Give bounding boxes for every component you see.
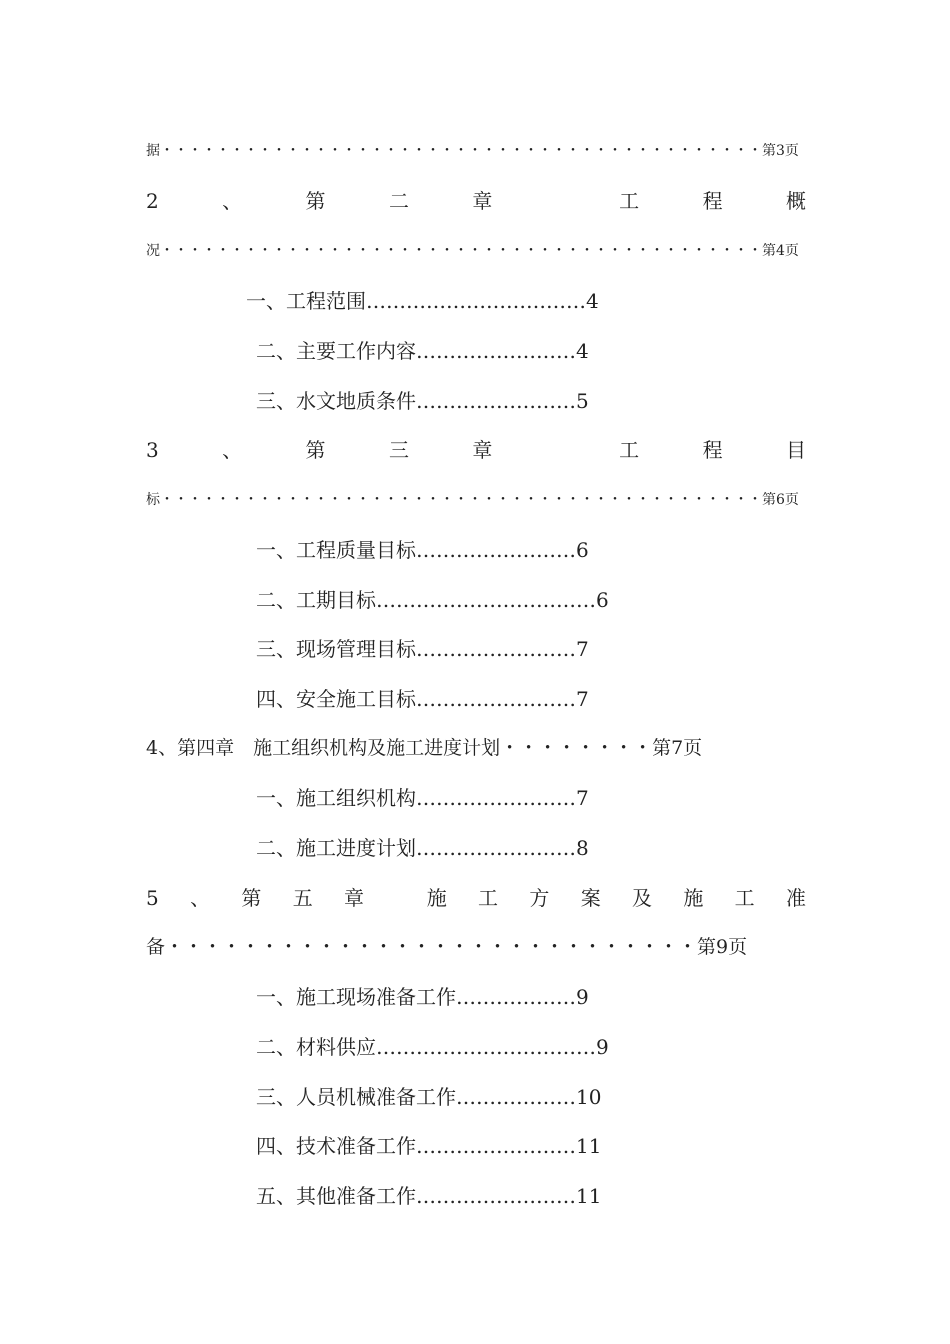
toc-word: 章 bbox=[472, 438, 493, 462]
toc-item[interactable]: 二、施工进度计划……………………8 bbox=[256, 836, 589, 860]
toc-word: 章 bbox=[472, 189, 493, 213]
toc-word: 程 bbox=[702, 189, 723, 213]
toc-item[interactable]: 五、其他准备工作……………………11 bbox=[256, 1184, 602, 1208]
toc-word: 第 bbox=[241, 886, 262, 910]
toc-item[interactable]: 一、工程范围……………………………4 bbox=[246, 289, 599, 313]
toc-word: 第 bbox=[305, 438, 326, 462]
toc-word: 工 bbox=[619, 438, 640, 462]
toc-word: 三 bbox=[388, 438, 409, 462]
toc-word: 工 bbox=[619, 189, 640, 213]
toc-item[interactable]: 一、工程质量目标……………………6 bbox=[256, 538, 589, 562]
toc-item[interactable]: 二、工期目标……………………………6 bbox=[256, 588, 609, 612]
toc-word: 、 bbox=[190, 886, 211, 910]
toc-line-ch1-cont: 据・・・・・・・・・・・・・・・・・・・・・・・・・・・・・・・・・・・・・・・・・・・第3页 bbox=[146, 143, 799, 159]
toc-line-ch3-heading bbox=[146, 433, 806, 467]
toc-word: 章 bbox=[344, 886, 365, 910]
toc-line-ch2-cont: 况・・・・・・・・・・・・・・・・・・・・・・・・・・・・・・・・・・・・・・・・・・・第4页 bbox=[146, 243, 799, 259]
toc-word: 工 bbox=[478, 886, 499, 910]
toc-line-ch4[interactable]: 4、第四章 施工组织机构及施工进度计划・・・・・・・・第7页 bbox=[146, 737, 703, 759]
toc-item[interactable]: 四、安全施工目标……………………7 bbox=[256, 687, 589, 711]
toc-word: 程 bbox=[702, 438, 723, 462]
toc-word: 及 bbox=[632, 886, 653, 910]
toc-word: 工 bbox=[734, 886, 755, 910]
toc-line-ch3-cont: 标・・・・・・・・・・・・・・・・・・・・・・・・・・・・・・・・・・・・・・・・・・・第6页 bbox=[146, 492, 799, 508]
toc-word: 5 bbox=[146, 886, 159, 910]
toc-item[interactable]: 三、人员机械准备工作………………10 bbox=[256, 1085, 602, 1109]
toc-item[interactable]: 四、技术准备工作……………………11 bbox=[256, 1134, 602, 1158]
toc-line-ch2-heading bbox=[146, 184, 806, 218]
toc-word: 案 bbox=[580, 886, 601, 910]
toc-word: 概 bbox=[785, 189, 806, 213]
toc-word: 施 bbox=[683, 886, 704, 910]
toc-line-ch5-cont: 备・・・・・・・・・・・・・・・・・・・・・・・・・・・・第9页 bbox=[146, 936, 748, 958]
toc-item[interactable]: 一、施工组织机构……………………7 bbox=[256, 786, 589, 810]
toc-word: 五 bbox=[292, 886, 313, 910]
toc-word: 2 bbox=[146, 189, 159, 213]
toc-word: 第 bbox=[305, 189, 326, 213]
toc-word: 目 bbox=[785, 438, 806, 462]
toc-word: 施 bbox=[426, 886, 447, 910]
toc-word: 、 bbox=[222, 189, 243, 213]
toc-line-ch5-heading bbox=[146, 881, 806, 915]
toc-word: 方 bbox=[529, 886, 550, 910]
toc-item[interactable]: 三、水文地质条件……………………5 bbox=[256, 389, 589, 413]
toc-item[interactable]: 二、主要工作内容……………………4 bbox=[256, 339, 589, 363]
toc-word: 二 bbox=[388, 189, 409, 213]
toc-word: 3 bbox=[146, 438, 159, 462]
toc-word: 准 bbox=[786, 886, 806, 910]
toc-word: 、 bbox=[222, 438, 243, 462]
toc-item[interactable]: 一、施工现场准备工作………………9 bbox=[256, 985, 589, 1009]
toc-item[interactable]: 二、材料供应……………………………9 bbox=[256, 1035, 609, 1059]
toc-item[interactable]: 三、现场管理目标……………………7 bbox=[256, 637, 589, 661]
